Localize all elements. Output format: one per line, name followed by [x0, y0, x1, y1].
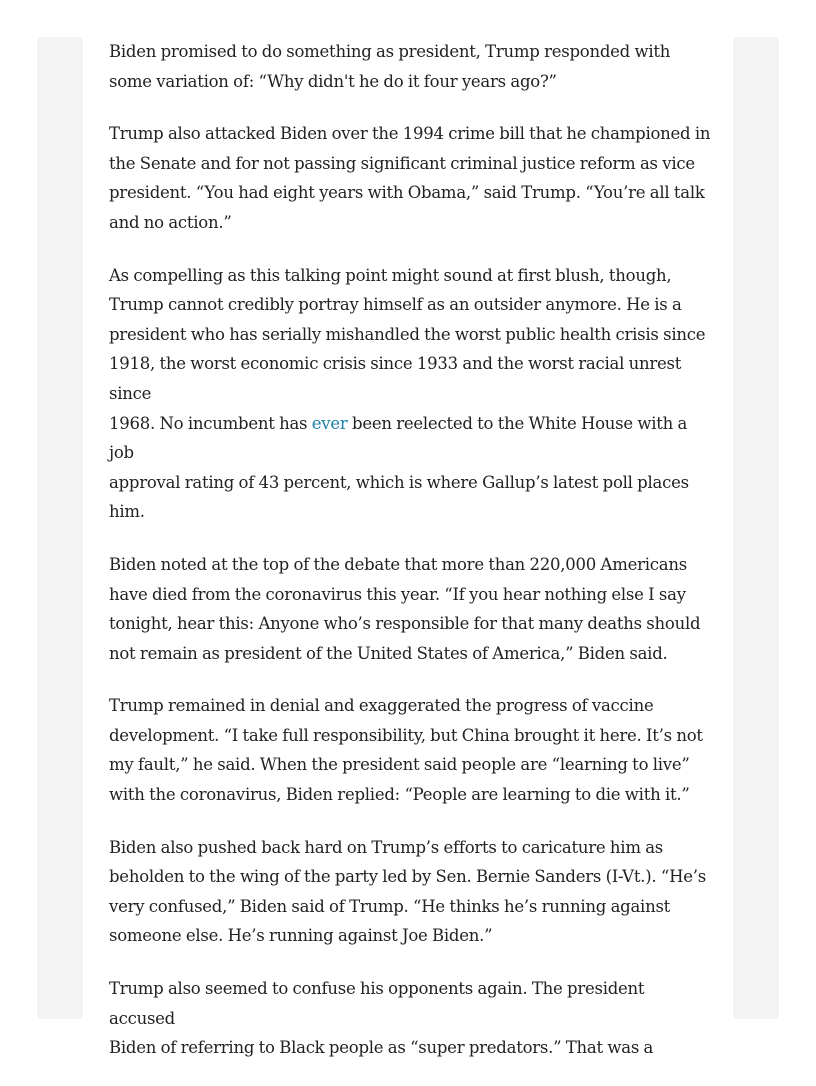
text-line-with-link [109, 414, 687, 463]
text-line: As compelling as this talking point might sound at first blush, though, [109, 265, 672, 285]
text-line: my fault,” he said. When the president said people are “learning to live” [109, 755, 690, 775]
text-line: Trump remained in denial and exaggerated the progress of vaccine [109, 696, 654, 716]
text-before-link: 1968. No incumbent has [109, 413, 312, 433]
text-line: and no action.” [109, 212, 232, 232]
ever-link[interactable]: ever [311, 413, 348, 433]
article-body [109, 37, 713, 1086]
paragraph-3 [109, 261, 713, 527]
text-line: very confused,” Biden said of Trump. “He thinks he’s running against [109, 896, 671, 916]
text-line: Biden noted at the top of the debate that more than 220,000 Americans [109, 554, 687, 574]
text-line: with the coronavirus, Biden replied: “People are learning to die with it.” [109, 785, 690, 805]
paragraph-5 [109, 691, 713, 809]
text-line: have died from the coronavirus this year. “If you hear nothing else I say [109, 584, 686, 604]
text-line: beholden to the wing of the party led by Sen. Bernie Sanders (I-Vt.). “He’s [109, 867, 706, 887]
text-line: Trump also seemed to confuse his opponents again. The president accused [109, 979, 645, 1028]
text-line: president. “You had eight years with Obama,” said Trump. “You’re all talk [109, 183, 705, 203]
text-line: tonight, hear this: Anyone who’s responsible for that many deaths should [109, 614, 701, 634]
text-line: 1918, the worst economic crisis since 1933 and the worst racial unrest since [109, 354, 682, 403]
text-line: the Senate and for not passing significant criminal justice reform as vice [109, 153, 695, 173]
left-margin-rail [37, 37, 83, 1019]
paragraph-4 [109, 550, 713, 668]
text-line: Trump also attacked Biden over the 1994 crime bill that he championed in [109, 124, 711, 144]
paragraph-1 [109, 37, 713, 96]
text-line: approval rating of 43 percent, which is where Gallup’s latest poll places [109, 472, 689, 492]
text-line: Trump cannot credibly portray himself as an outsider anymore. He is a [109, 295, 682, 315]
paragraph-2 [109, 119, 713, 237]
text-line: Biden promised to do something as president, Trump responded with [109, 42, 671, 61]
text-line: someone else. He’s running against Joe Biden.” [109, 926, 493, 946]
paragraph-6 [109, 833, 713, 951]
text-line: development. “I take full responsibility, but China brought it here. It’s not [109, 725, 703, 745]
text-line: some variation of: “Why didn't he do it four years ago?” [109, 71, 557, 91]
right-margin-rail [733, 37, 779, 1019]
text-after-link: been reelected to the White House with a job [109, 413, 688, 463]
text-line: not remain as president of the United States of America,” Biden said. [109, 643, 668, 663]
text-line: president who has serially mishandled the worst public health crisis since [109, 324, 706, 344]
paragraph-7 [109, 974, 713, 1063]
text-line: Biden of referring to Black people as “super predators.” That was a [109, 1038, 654, 1058]
text-line: Biden also pushed back hard on Trump’s efforts to caricature him as [109, 837, 664, 857]
text-line: him. [109, 502, 145, 522]
